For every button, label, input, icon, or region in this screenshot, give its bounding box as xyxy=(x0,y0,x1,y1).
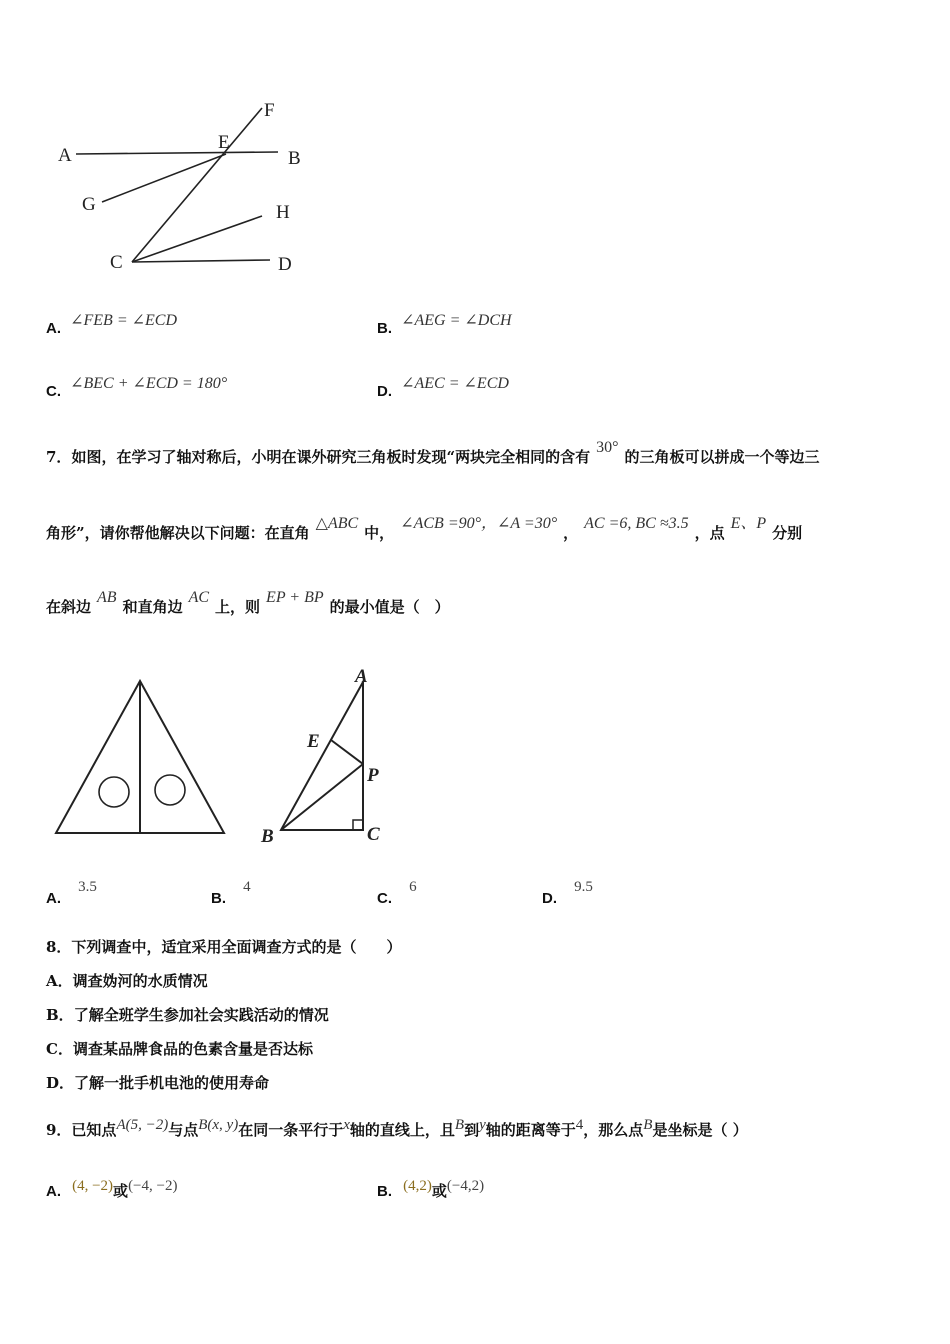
q7-line-3 xyxy=(46,589,450,617)
math-triangle-abc: △ABC xyxy=(315,515,359,532)
label-e: E xyxy=(218,132,230,153)
stem-text: 的最小值是（ ） xyxy=(329,598,450,616)
q7-option-d[interactable] xyxy=(542,879,593,908)
stem-text: 分别 xyxy=(772,524,803,542)
stem-text: ， xyxy=(563,524,579,542)
option-letter: D. xyxy=(377,383,392,400)
option-letter: B． xyxy=(46,1006,74,1024)
option-value-2: (−4,2) xyxy=(446,1178,485,1194)
math-x: x xyxy=(343,1117,350,1133)
option-expression: ∠AEC = ∠ECD xyxy=(401,375,509,392)
option-letter: B. xyxy=(211,890,226,907)
option-letter: A. xyxy=(46,890,61,907)
q8-option-d[interactable] xyxy=(46,1072,269,1093)
math-point-a: A(5, −2) xyxy=(116,1117,169,1133)
figure-equilateral-triangle xyxy=(50,675,230,840)
stem-text: ，点 xyxy=(694,524,725,542)
q8-option-a[interactable] xyxy=(46,970,208,991)
math-points-ep: E、P xyxy=(730,515,767,532)
math-b: B xyxy=(643,1117,653,1133)
stem-text: 与点 xyxy=(168,1121,199,1139)
stem-text: 轴的距离等于 xyxy=(485,1121,576,1139)
label-f: F xyxy=(264,100,275,121)
stem-text: 轴的直线上，且 xyxy=(349,1121,455,1139)
math-ep-bp: EP + BP xyxy=(266,589,324,606)
left-hole xyxy=(99,777,129,807)
stem-text: 中， xyxy=(364,524,395,542)
option-letter: D． xyxy=(46,1074,75,1092)
q9-option-b[interactable] xyxy=(377,1180,484,1201)
option-value: 9.5 xyxy=(574,879,593,895)
label-d: D xyxy=(278,254,292,275)
segment-ep xyxy=(331,740,363,764)
q7-line-1 xyxy=(46,439,820,467)
option-value: 4 xyxy=(243,879,251,895)
label-c: C xyxy=(110,252,123,273)
option-expression: ∠FEB = ∠ECD xyxy=(70,312,178,329)
label-e: E xyxy=(307,731,320,752)
q6-option-c[interactable] xyxy=(46,375,228,401)
option-value: 3.5 xyxy=(78,879,97,895)
q8-stem: 8．下列调查中，适宜采用全面调查方式的是（ ） xyxy=(46,938,402,956)
option-text: 调查妫河的水质情况 xyxy=(72,972,208,990)
math-30-degrees: 30° xyxy=(596,439,619,456)
stem-text: 在斜边 xyxy=(46,598,92,616)
math-angles: ∠ACB =90°，∠A =30° xyxy=(400,515,558,532)
stem-text: 是坐标是（ ） xyxy=(652,1121,748,1139)
stem-text: 9．已知点 xyxy=(46,1121,117,1139)
stem-text: ，那么点 xyxy=(583,1121,644,1139)
label-p: P xyxy=(367,765,379,786)
option-value: 6 xyxy=(409,879,417,895)
label-b: B xyxy=(261,826,274,847)
option-or: 或 xyxy=(113,1182,129,1200)
line-ge xyxy=(102,154,226,202)
stem-text: 上，则 xyxy=(215,598,261,616)
stem-text: 的三角板可以拼成一个等边三 xyxy=(624,448,820,466)
math-b: B xyxy=(454,1117,465,1133)
q7-line-2 xyxy=(46,515,803,543)
option-text: 调查某品牌食品的色素含量是否达标 xyxy=(72,1040,313,1058)
option-letter: B. xyxy=(377,1183,392,1200)
stem-text: 和直角边 xyxy=(122,598,183,616)
line-ab xyxy=(76,152,278,154)
stem-text: 如图，在学习了轴对称后，小明在课外研究三角板时发现“两块完全相同的含有 xyxy=(71,448,591,466)
option-letter: C. xyxy=(377,890,392,907)
option-value-1: (4, −2) xyxy=(72,1178,114,1194)
option-value-1: (4,2) xyxy=(403,1178,432,1194)
option-expression: ∠BEC + ∠ECD = 180° xyxy=(70,375,228,392)
option-expression: ∠AEG = ∠DCH xyxy=(401,312,512,329)
label-b: B xyxy=(288,148,301,169)
label-a: A xyxy=(58,145,72,166)
right-angle-mark xyxy=(353,820,363,830)
option-letter: C． xyxy=(46,1040,73,1058)
segment-bp xyxy=(281,764,363,830)
label-c: C xyxy=(367,824,380,845)
math-4: 4 xyxy=(575,1117,584,1133)
option-value-2: (−4, −2) xyxy=(128,1178,178,1194)
q7-option-a[interactable] xyxy=(46,879,97,908)
q7-option-c[interactable] xyxy=(377,879,417,908)
q6-option-a[interactable] xyxy=(46,312,178,338)
figure-parallel-lines xyxy=(40,90,340,290)
label-a: A xyxy=(355,666,368,687)
q8-option-c[interactable] xyxy=(46,1038,313,1059)
line-cd xyxy=(132,260,270,262)
question-number: 7． xyxy=(46,448,72,466)
stem-text: 到 xyxy=(464,1121,480,1139)
option-letter: A. xyxy=(46,320,61,337)
option-text: 了解一批手机电池的使用寿命 xyxy=(74,1074,270,1092)
math-ab: AB xyxy=(97,589,117,606)
math-ac: AC xyxy=(188,589,210,606)
q9-stem xyxy=(46,1119,748,1140)
q6-option-d[interactable] xyxy=(377,375,509,401)
figure-right-triangle xyxy=(255,660,400,850)
math-point-b: B(x, y) xyxy=(198,1117,239,1133)
stem-text: 在同一条平行于 xyxy=(238,1121,344,1139)
math-lengths: AC =6, BC ≈3.5 xyxy=(584,515,689,532)
option-letter: D. xyxy=(542,890,557,907)
option-letter: A. xyxy=(46,1183,61,1200)
q8-option-b[interactable] xyxy=(46,1004,329,1025)
q6-option-b[interactable] xyxy=(377,312,512,338)
q7-option-b[interactable] xyxy=(211,879,251,908)
stem-text: 角形”，请你帮他解决以下问题：在直角 xyxy=(46,524,310,542)
option-or: 或 xyxy=(431,1182,447,1200)
option-letter: C. xyxy=(46,383,61,400)
option-text: 了解全班学生参加社会实践活动的情况 xyxy=(73,1006,329,1024)
label-g: G xyxy=(82,194,96,215)
q9-option-a[interactable] xyxy=(46,1180,177,1201)
right-hole xyxy=(155,775,185,805)
label-h: H xyxy=(276,202,290,223)
math-y: y xyxy=(479,1117,486,1133)
option-letter: A． xyxy=(46,972,73,990)
option-letter: B. xyxy=(377,320,392,337)
